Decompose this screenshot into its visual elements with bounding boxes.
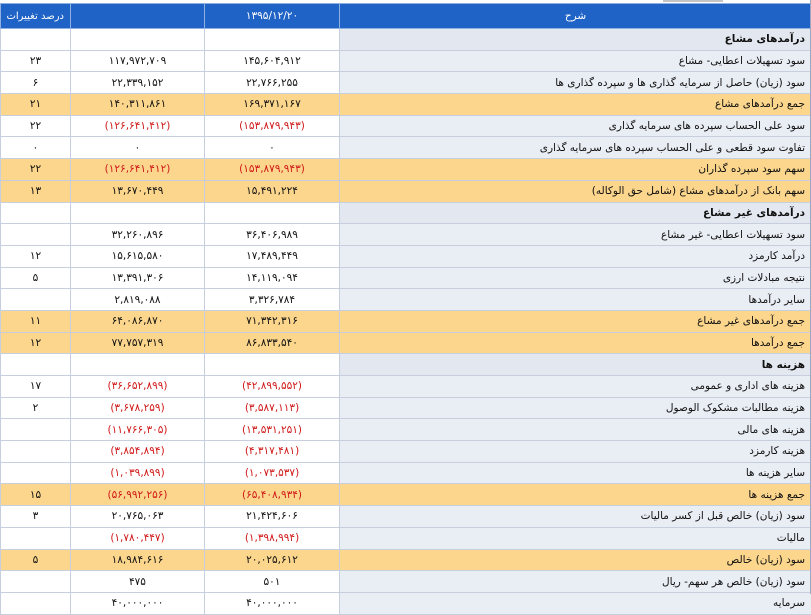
total-row — [1, 484, 811, 506]
row-previous-value: (۱,۷۸۰,۴۴۷) — [71, 527, 205, 549]
row-previous-value: ۴۷۵ — [71, 571, 205, 593]
total-row — [1, 549, 811, 571]
row-current-value — [205, 354, 340, 376]
row-current-value: (۱۵۳,۸۷۹,۹۴۳) — [205, 115, 340, 137]
row-current-value: ۱۶۹,۳۷۱,۱۶۷ — [205, 94, 340, 116]
row-previous-value: ۱۴۰,۳۱۱,۸۶۱ — [71, 94, 205, 116]
row-current-value: ۴۰,۰۰۰,۰۰۰ — [205, 592, 340, 614]
row-previous-value: ۳۲,۲۶۰,۸۹۶ — [71, 224, 205, 246]
row-description: سود تسهیلات اعطایی- مشاع — [340, 50, 811, 72]
column-header-change-percent: درصد تغییرات — [1, 4, 71, 29]
row-current-value: (۴,۳۱۷,۴۸۱) — [205, 441, 340, 463]
row-previous-value: (۳۶,۶۵۲,۸۹۹) — [71, 376, 205, 398]
row-change-percent: ۵ — [1, 549, 71, 571]
table-row — [1, 137, 811, 159]
row-change-percent: ۰ — [1, 137, 71, 159]
row-description: سود (زیان) حاصل از سرمایه گذاری ها و سپرده گذاری ها — [340, 72, 811, 94]
row-change-percent: ۱۵ — [1, 484, 71, 506]
section-header-row — [1, 354, 811, 376]
row-change-percent: ۲۲ — [1, 115, 71, 137]
table-row — [1, 267, 811, 289]
row-current-value: ۱۴,۱۱۹,۰۹۴ — [205, 267, 340, 289]
row-description: سهم بانک از درآمدهای مشاع (شامل حق الوکاله) — [340, 180, 811, 202]
row-description: سود علی الحساب سپرده های سرمایه گذاری — [340, 115, 811, 137]
row-previous-value: (۱۲۶,۶۴۱,۴۱۲) — [71, 159, 205, 181]
table-body — [1, 29, 811, 615]
table-row — [1, 419, 811, 441]
row-current-value: ۱۴۵,۶۰۴,۹۱۲ — [205, 50, 340, 72]
row-change-percent: ۲ — [1, 397, 71, 419]
total-row — [1, 332, 811, 354]
row-change-percent — [1, 29, 71, 51]
table-row — [1, 462, 811, 484]
row-change-percent — [1, 224, 71, 246]
row-description: هزینه کارمزد — [340, 441, 811, 463]
row-previous-value: ۴۰,۰۰۰,۰۰۰ — [71, 592, 205, 614]
row-previous-value: ۱۱۷,۹۷۲,۷۰۹ — [71, 50, 205, 72]
table-row — [1, 592, 811, 614]
row-change-percent: ۱۱ — [1, 310, 71, 332]
row-change-percent: ۲۱ — [1, 94, 71, 116]
total-row — [1, 159, 811, 181]
row-change-percent: ۲۳ — [1, 50, 71, 72]
table-row — [1, 506, 811, 528]
row-description: مالیات — [340, 527, 811, 549]
row-description: سایر درآمدها — [340, 289, 811, 311]
table-row — [1, 224, 811, 246]
row-previous-value — [71, 354, 205, 376]
row-description: جمع درآمدهای غیر مشاع — [340, 310, 811, 332]
row-previous-value: ۲۰,۷۶۵,۰۶۳ — [71, 506, 205, 528]
row-description: هزینه های اداری و عمومی — [340, 376, 811, 398]
row-change-percent — [1, 462, 71, 484]
row-description: سایر هزینه ها — [340, 462, 811, 484]
table-row — [1, 571, 811, 593]
row-previous-value: (۳,۸۵۴,۸۹۴) — [71, 441, 205, 463]
row-description: سرمایه — [340, 592, 811, 614]
row-current-value — [205, 202, 340, 224]
row-current-value: (۱,۰۷۳,۵۳۷) — [205, 462, 340, 484]
total-row — [1, 180, 811, 202]
table-row — [1, 376, 811, 398]
row-current-value: ۵۰۱ — [205, 571, 340, 593]
row-description: درآمدهای غیر مشاع — [340, 202, 811, 224]
table-row — [1, 289, 811, 311]
row-description: سهم سود سپرده گذاران — [340, 159, 811, 181]
row-previous-value: ۶۴,۰۸۶,۸۷۰ — [71, 310, 205, 332]
column-header-current-period: ۱۳۹۵/۱۲/۲۰ — [205, 4, 340, 29]
row-current-value: ۳۶,۴۰۶,۹۸۹ — [205, 224, 340, 246]
row-previous-value: ۲,۸۱۹,۰۸۸ — [71, 289, 205, 311]
row-description: جمع هزینه ها — [340, 484, 811, 506]
row-description: هزینه ها — [340, 354, 811, 376]
row-change-percent: ۱۷ — [1, 376, 71, 398]
row-description: هزینه های مالی — [340, 419, 811, 441]
row-change-percent — [1, 289, 71, 311]
row-description: سود (زیان) خالص — [340, 549, 811, 571]
table-row — [1, 527, 811, 549]
row-change-percent: ۱۳ — [1, 180, 71, 202]
row-previous-value — [71, 202, 205, 224]
row-current-value: ۲۰,۰۲۵,۶۱۲ — [205, 549, 340, 571]
row-description: سود (زیان) خالص هر سهم- ریال — [340, 571, 811, 593]
row-current-value: (۱۵۳,۸۷۹,۹۴۳) — [205, 159, 340, 181]
row-change-percent: ۵ — [1, 267, 71, 289]
row-change-percent — [1, 571, 71, 593]
section-header-row — [1, 29, 811, 51]
row-previous-value: ۱۳,۳۹۱,۳۰۶ — [71, 267, 205, 289]
row-current-value: ۰ — [205, 137, 340, 159]
table-row — [1, 115, 811, 137]
row-description: درآمد کارمزد — [340, 245, 811, 267]
row-description: درآمدهای مشاع — [340, 29, 811, 51]
row-change-percent — [1, 592, 71, 614]
row-current-value: (۶۵,۴۰۸,۹۳۴) — [205, 484, 340, 506]
row-current-value: ۷۱,۳۴۲,۳۱۶ — [205, 310, 340, 332]
row-previous-value: ۱۵,۶۱۵,۵۸۰ — [71, 245, 205, 267]
table-row — [1, 245, 811, 267]
total-row — [1, 310, 811, 332]
section-header-row — [1, 202, 811, 224]
financial-statement-table — [0, 3, 811, 615]
row-current-value: ۲۱,۴۲۴,۶۰۶ — [205, 506, 340, 528]
row-change-percent: ۲۲ — [1, 159, 71, 181]
total-row — [1, 94, 811, 116]
table-row — [1, 72, 811, 94]
row-current-value: ۲۲,۷۶۶,۲۵۵ — [205, 72, 340, 94]
row-current-value: (۱,۳۹۸,۹۹۴) — [205, 527, 340, 549]
row-description: هزینه مطالبات مشکوک الوصول — [340, 397, 811, 419]
row-description: نتیجه مبادلات ارزی — [340, 267, 811, 289]
table-row — [1, 397, 811, 419]
row-previous-value: ۷۷,۷۵۷,۳۱۹ — [71, 332, 205, 354]
row-previous-value: (۱۱,۷۶۶,۳۰۵) — [71, 419, 205, 441]
row-previous-value: (۱۲۶,۶۴۱,۴۱۲) — [71, 115, 205, 137]
row-current-value: (۴۲,۸۹۹,۵۵۲) — [205, 376, 340, 398]
row-current-value: (۱۳,۵۳۱,۲۵۱) — [205, 419, 340, 441]
row-current-value — [205, 29, 340, 51]
row-previous-value: (۵۶,۹۹۲,۲۵۶) — [71, 484, 205, 506]
row-description: جمع درآمدها — [340, 332, 811, 354]
row-change-percent: ۳ — [1, 506, 71, 528]
row-change-percent: ۱۲ — [1, 245, 71, 267]
row-change-percent — [1, 527, 71, 549]
row-current-value: ۳,۳۲۶,۷۸۴ — [205, 289, 340, 311]
row-description: تفاوت سود قطعی و علی الحساب سپرده های سرمایه گذاری — [340, 137, 811, 159]
table-row — [1, 50, 811, 72]
row-change-percent — [1, 419, 71, 441]
row-description: سود تسهیلات اعطایی- غیر مشاع — [340, 224, 811, 246]
row-description: سود (زیان) خالص قبل از کسر مالیات — [340, 506, 811, 528]
row-previous-value: (۱,۰۳۹,۸۹۹) — [71, 462, 205, 484]
row-previous-value — [71, 29, 205, 51]
row-previous-value: (۳,۶۷۸,۲۵۹) — [71, 397, 205, 419]
column-header-description: شرح — [340, 4, 811, 29]
table-header-row — [1, 4, 811, 29]
row-change-percent: ۱۲ — [1, 332, 71, 354]
row-change-percent — [1, 202, 71, 224]
row-previous-value: ۰ — [71, 137, 205, 159]
row-change-percent: ۶ — [1, 72, 71, 94]
column-header-previous-period — [71, 4, 205, 29]
row-current-value: ۸۶,۸۳۳,۵۴۰ — [205, 332, 340, 354]
row-current-value: ۱۷,۴۸۹,۴۴۹ — [205, 245, 340, 267]
row-previous-value: ۱۳,۶۷۰,۴۴۹ — [71, 180, 205, 202]
row-change-percent — [1, 441, 71, 463]
table-row — [1, 441, 811, 463]
row-change-percent — [1, 354, 71, 376]
cropped-title-fragment — [663, 0, 723, 2]
row-current-value: ۱۵,۴۹۱,۲۲۴ — [205, 180, 340, 202]
row-previous-value: ۲۲,۳۳۹,۱۵۲ — [71, 72, 205, 94]
row-previous-value: ۱۸,۹۸۴,۶۱۶ — [71, 549, 205, 571]
row-description: جمع درآمدهای مشاع — [340, 94, 811, 116]
row-current-value: (۳,۵۸۷,۱۱۳) — [205, 397, 340, 419]
